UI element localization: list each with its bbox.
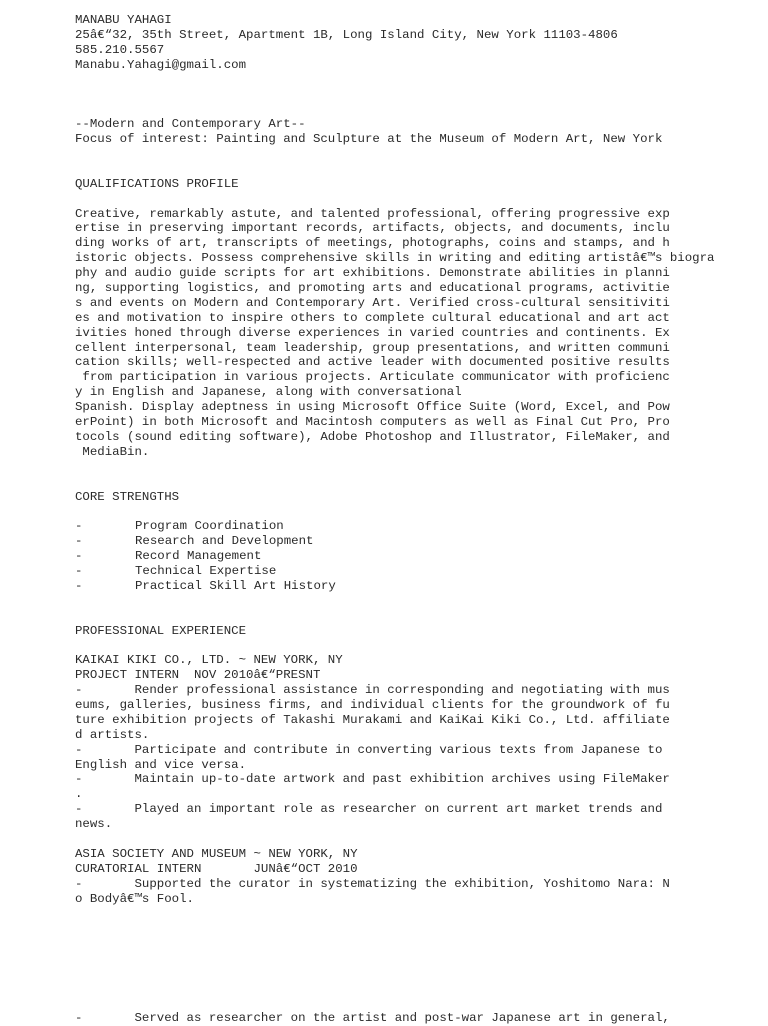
job-entry-kaikai-kiki xyxy=(75,653,755,832)
qualifications-line: cation skills; well-respected and active leader with documented positive results xyxy=(75,355,670,370)
spacer xyxy=(75,609,755,624)
qualifications-heading: QUALIFICATIONS PROFILE xyxy=(75,176,239,191)
spacer xyxy=(75,906,755,921)
job-role: CURATORIAL INTERN JUNâ€“OCT 2010 xyxy=(75,861,358,876)
job-line: - Supported the curator in systematizing the exhibition, Yoshitomo Nara: N xyxy=(75,876,670,891)
core-strengths-list xyxy=(75,519,755,593)
qualifications-line: es and motivation to inspire others to complete cultural educational and art act xyxy=(75,310,670,325)
job-line: ture exhibition projects of Takashi Murakami and KaiKai Kiki Co., Ltd. affiliate xyxy=(75,712,670,727)
spacer xyxy=(75,147,755,162)
qualifications-line: Spanish. Display adeptness in using Microsoft Office Suite (Word, Excel, and Pow xyxy=(75,400,670,415)
spacer xyxy=(75,921,755,936)
list-item xyxy=(75,519,755,534)
resume-document xyxy=(75,13,755,1026)
job-line: - Played an important role as researcher on current art market trends and xyxy=(75,802,663,817)
list-item xyxy=(75,579,755,594)
spacer xyxy=(75,936,755,951)
strength-label: Record Management xyxy=(135,549,262,564)
job-employer: KAIKAI KIKI CO., LTD. ~ NEW YORK, NY xyxy=(75,653,343,668)
job-role: PROJECT INTERN NOV 2010â€“PRESNT xyxy=(75,668,321,683)
strength-label: Research and Development xyxy=(135,534,314,549)
job-line: - Render professional assistance in corresponding and negotiating with mus xyxy=(75,683,670,698)
applicant-email: Manabu.Yahagi@gmail.com xyxy=(75,57,247,72)
spacer xyxy=(75,966,755,981)
qualifications-line: Creative, remarkably astute, and talented professional, offering progressive exp xyxy=(75,206,670,221)
job-line: eums, galleries, business firms, and individual clients for the groundwork of fu xyxy=(75,697,670,712)
qualifications-line: s and events on Modern and Contemporary Art. Verified cross-cultural sensitiviti xyxy=(75,295,670,310)
qualifications-line: MediaBin. xyxy=(75,444,150,459)
list-item xyxy=(75,564,755,579)
spacer xyxy=(75,475,755,490)
spacer xyxy=(75,162,755,177)
focus-title: --Modern and Contemporary Art-- xyxy=(75,117,306,132)
bullet-dash: - xyxy=(75,563,83,578)
focus-interest: Focus of interest: Painting and Sculpture at the Museum of Modern Art, New York xyxy=(75,132,663,147)
qualifications-line: ertise in preserving important records, artifacts, objects, and documents, inclu xyxy=(75,221,670,236)
spacer xyxy=(75,87,755,102)
qualifications-line: istoric objects. Possess comprehensive skills in writing and editing artistâ€™s biogra xyxy=(75,251,715,266)
job-entry-asia-society xyxy=(75,847,755,907)
spacer xyxy=(75,504,755,519)
job-employer: ASIA SOCIETY AND MUSEUM ~ NEW YORK, NY xyxy=(75,846,358,861)
spacer xyxy=(75,102,755,117)
applicant-name: MANABU YAHAGI xyxy=(75,13,172,27)
spacer xyxy=(75,460,755,475)
applicant-address: 25â€“32, 35th Street, Apartment 1B, Long Island City, New York 11103-4806 xyxy=(75,27,618,42)
strength-label: Practical Skill Art History xyxy=(135,578,336,593)
spacer xyxy=(75,638,755,653)
spacer xyxy=(75,832,755,847)
qualifications-line: cellent interpersonal, team leadership, group presentations, and written communi xyxy=(75,340,670,355)
spacer xyxy=(75,951,755,966)
qualifications-line: ding works of art, transcripts of meetings, photographs, coins and stamps, and h xyxy=(75,236,670,251)
job-line: o Bodyâ€™s Fool. xyxy=(75,891,194,906)
spacer xyxy=(75,996,755,1011)
job-line: English and vice versa. xyxy=(75,757,247,772)
strength-label: Program Coordination xyxy=(135,519,284,534)
bullet-dash: - xyxy=(75,578,83,593)
bullet-dash: - xyxy=(75,534,83,549)
list-item xyxy=(75,534,755,549)
qualifications-line: y in English and Japanese, along with conversational xyxy=(75,385,462,400)
job-line: . xyxy=(75,787,83,802)
core-strengths-heading: CORE STRENGTHS xyxy=(75,489,180,504)
qualifications-line: from participation in various projects. Articulate communicator with proficienc xyxy=(75,370,670,385)
spacer xyxy=(75,192,755,207)
spacer xyxy=(75,981,755,996)
bullet-dash: - xyxy=(75,549,83,564)
qualifications-line: erPoint) in both Microsoft and Macintosh computers as well as Final Cut Pro, Pro xyxy=(75,415,670,430)
job-line: - Maintain up-to-date artwork and past exhibition archives using FileMaker xyxy=(75,772,670,787)
spacer xyxy=(75,594,755,609)
strength-label: Technical Expertise xyxy=(135,563,277,578)
qualifications-line: ng, supporting logistics, and promoting arts and educational programs, activitie xyxy=(75,281,670,296)
spacer xyxy=(75,73,755,88)
qualifications-body xyxy=(75,207,755,460)
applicant-phone: 585.210.5567 xyxy=(75,42,165,57)
list-item xyxy=(75,549,755,564)
job-line: - Participate and contribute in converting various texts from Japanese to xyxy=(75,742,663,757)
qualifications-line: ivities honed through diverse experiences in varied countries and continents. Ex xyxy=(75,325,670,340)
job-line: news. xyxy=(75,817,113,832)
bullet-dash: - xyxy=(75,519,83,534)
qualifications-line: tocols (sound editing software), Adobe Photoshop and Illustrator, FileMaker, and xyxy=(75,429,670,444)
experience-heading: PROFESSIONAL EXPERIENCE xyxy=(75,623,247,638)
qualifications-line: phy and audio guide scripts for art exhibitions. Demonstrate abilities in planni xyxy=(75,266,670,281)
job-line: - Served as researcher on the artist and post-war Japanese art in general, xyxy=(75,1010,670,1025)
job-line: d artists. xyxy=(75,727,150,742)
